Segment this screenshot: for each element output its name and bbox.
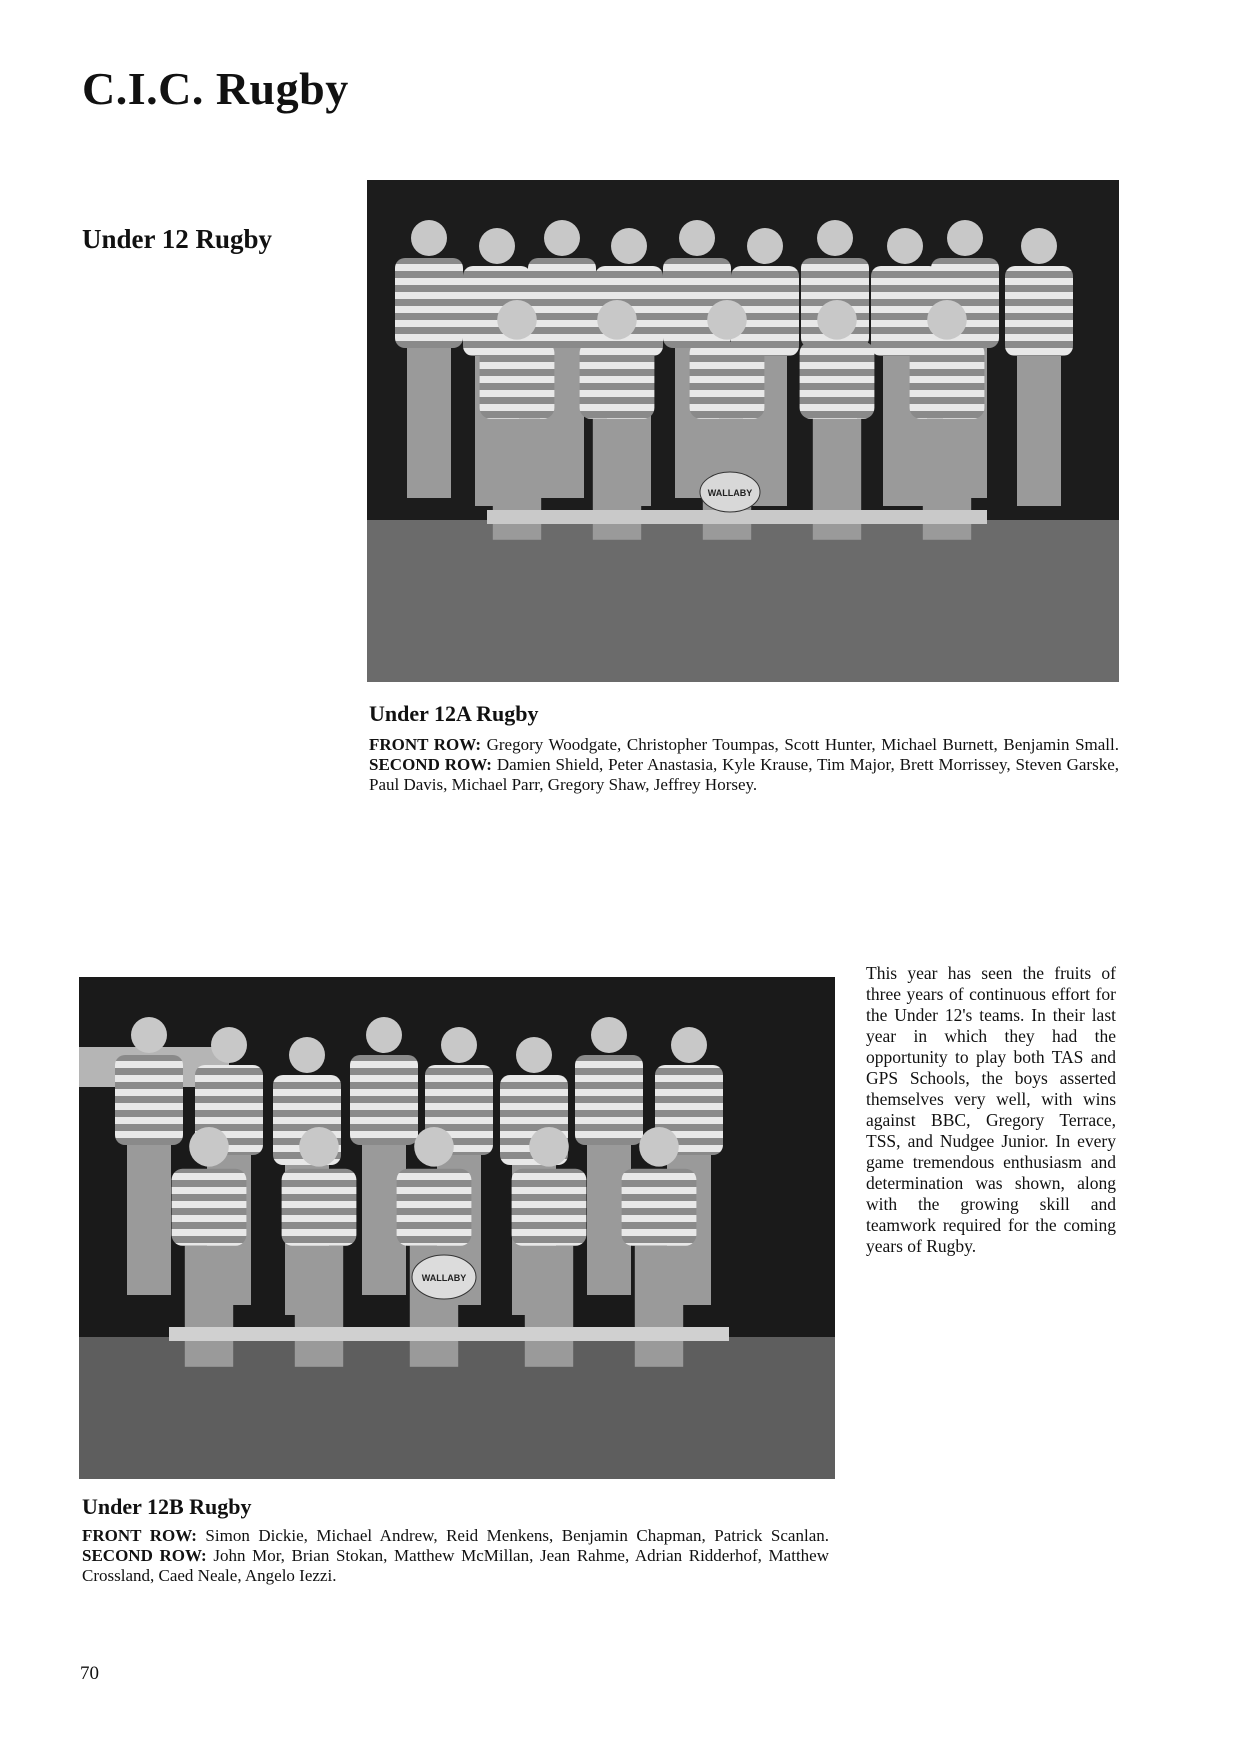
page-number: 70 [80, 1663, 99, 1684]
page-title: C.I.C. Rugby [82, 63, 349, 114]
front-row-names: Gregory Woodgate, Christopher Toumpas, Scott Hunter, Michael Burnett, Benjamin Small. [481, 735, 1119, 754]
team-photo-under-12a [367, 180, 1119, 682]
section-heading: Under 12 Rugby [82, 224, 273, 254]
caption-title-under-12a: Under 12A Rugby [369, 701, 539, 726]
second-row-names: John Mor, Brian Stokan, Matthew McMillan, Jean Rahme, Adrian Ridderhof, Matthew Crossland, Caed Neale, Angelo Iezzi. [82, 1546, 829, 1585]
caption-names-under-12a [369, 735, 1119, 795]
caption-names-under-12b [82, 1526, 829, 1586]
team-photo-under-12b [79, 977, 835, 1479]
ball-label: WALLABY [421, 1273, 467, 1283]
second-row-label: SECOND ROW: [82, 1546, 207, 1565]
second-row-names: Damien Shield, Peter Anastasia, Kyle Krause, Tim Major, Brett Morrissey, Steven Garske, Paul Davis, Michael Parr, Gregory Shaw, Jeffrey Horsey. [369, 755, 1120, 794]
season-report: This year has seen the fruits of three years of continuous effort for the Under 12's teams. In their last year in which they had the opportunity to play both TAS and GPS Schools, the boys asserted themselves very well, with wins against BBC, Gregory Terrace, TSS, and Nudgee Junior. In every game tremendous enthusiasm and determination was shown, along with the growing skill and teamwork required for the coming years of Rugby. [866, 963, 1116, 1256]
caption-title-under-12b: Under 12B Rugby [82, 1494, 252, 1519]
front-row-names: Simon Dickie, Michael Andrew, Reid Menkens, Benjamin Chapman, Patrick Scanlan. [196, 1526, 829, 1545]
ball-label: WALLABY [707, 488, 753, 498]
front-row-label: FRONT ROW: [82, 1526, 197, 1545]
second-row-label: SECOND ROW: [369, 755, 492, 774]
front-row-label: FRONT ROW: [369, 735, 482, 754]
